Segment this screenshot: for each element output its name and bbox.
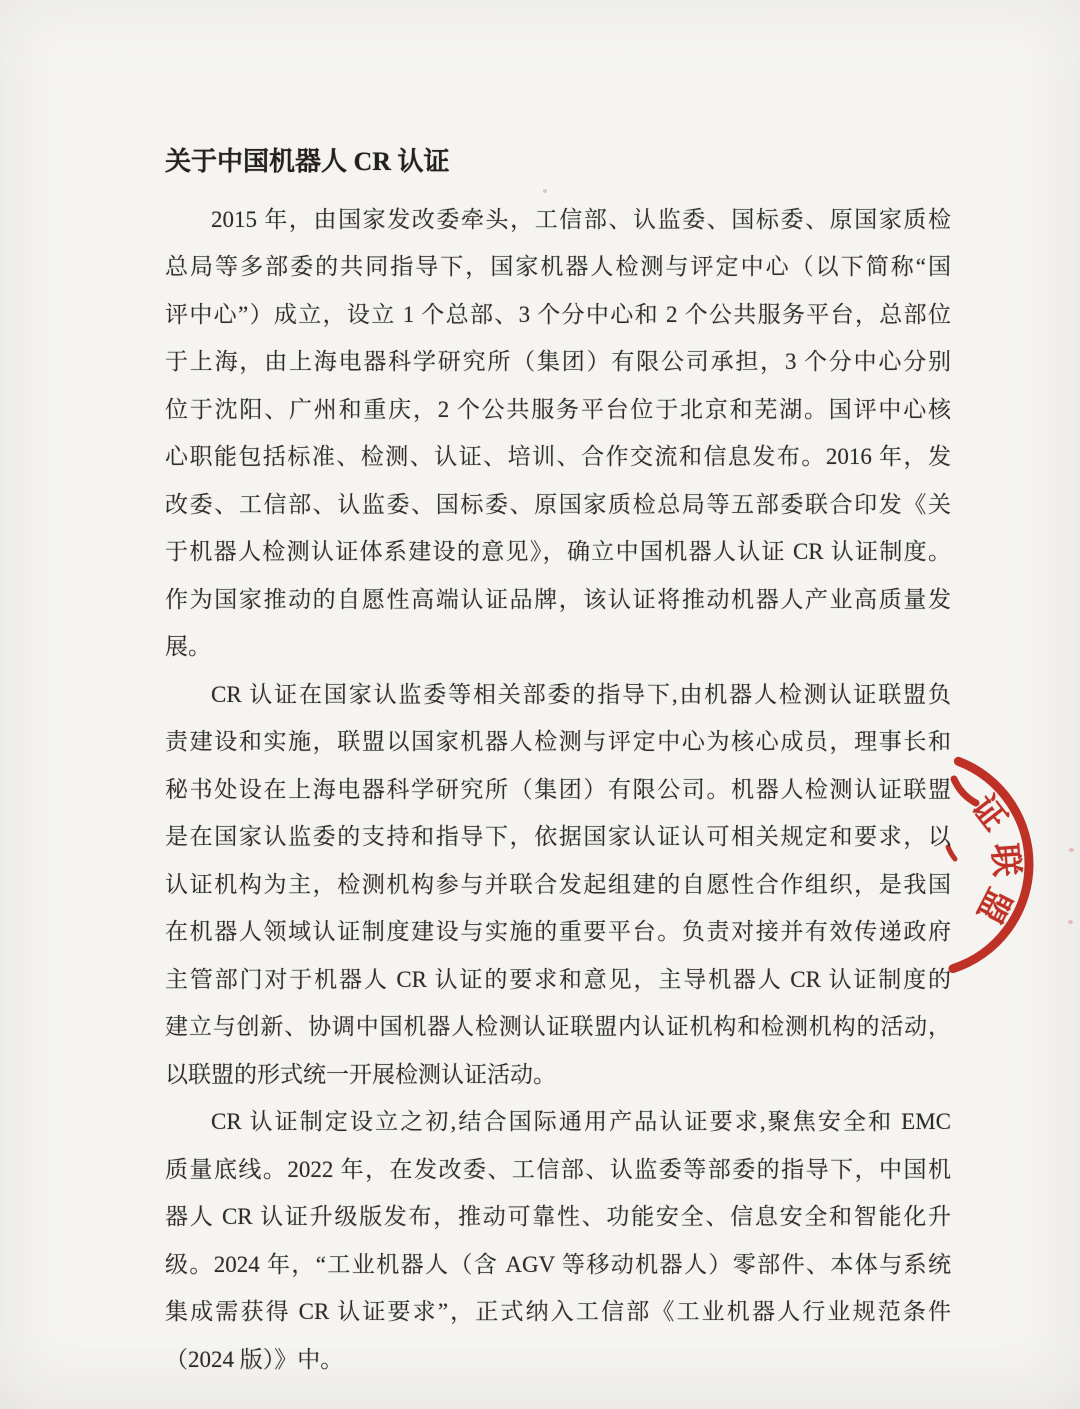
text-line: 心职能包括标准、检测、认证、培训、合作交流和信息发布。2016 年，发 [165, 444, 951, 469]
text-line: 展。 [165, 634, 211, 659]
text-line: 是在国家认监委的支持和指导下，依据国家认证认可相关规定和要求，以 [165, 824, 951, 849]
paragraph [165, 1098, 951, 1383]
scan-artifact [1069, 848, 1074, 852]
text-line: 集成需获得 CR 认证要求”，正式纳入工信部《工业机器人行业规范条件 [165, 1299, 951, 1324]
document-title: 关于中国机器人 CR 认证 [165, 147, 450, 176]
text-line: CR 认证在国家认监委等相关部委的指导下,由机器人检测认证联盟负 [211, 681, 951, 707]
document-body [165, 196, 951, 1384]
text-line: 于机器人检测认证体系建设的意见》，确立中国机器人认证 CR 认证制度。 [165, 539, 951, 564]
seal-character: 盟 [969, 882, 1017, 929]
scan-artifact [543, 189, 547, 193]
text-line: 于上海，由上海电器科学研究所（集团）有限公司承担，3 个分中心分别 [165, 349, 951, 374]
paragraph [165, 671, 951, 1099]
scan-artifact [1068, 920, 1073, 924]
paragraph [165, 196, 951, 671]
text-line: （2024 版）》中。 [165, 1346, 344, 1372]
text-line: 主管部门对于机器人 CR 认证的要求和意见，主导机器人 CR 认证制度的 [165, 966, 951, 992]
text-line: 器人 CR 认证升级版发布，推动可靠性、功能安全、信息安全和智能化升 [165, 1204, 951, 1229]
text-line: 秘书处设在上海电器科学研究所（集团）有限公司。机器人检测认证联盟 [165, 776, 951, 802]
text-line: CR 认证制定设立之初,结合国际通用产品认证要求,聚焦安全和 EMC [211, 1109, 951, 1134]
text-line: 认证机构为主，检测机构参与并联合发起组建的自愿性合作组织，是我国 [165, 871, 951, 897]
text-line: 评中心”）成立，设立 1 个总部、3 个分中心和 2 个公共服务平台，总部位 [165, 301, 951, 327]
text-line: 改委、工信部、认监委、国标委、原国家质检总局等五部委联合印发《关 [165, 491, 951, 517]
text-line: 作为国家推动的自愿性高端认证品牌，该认证将推动机器人产业高质量发 [165, 586, 951, 612]
seal-border-arc [953, 761, 1029, 968]
seal-character: 联 [985, 842, 1024, 878]
text-line: 以联盟的形式统一开展检测认证活动。 [165, 1061, 556, 1087]
document-content [165, 138, 951, 1383]
text-line: 在机器人领域认证制度建设与实施的重要平台。负责对接并有效传递政府 [165, 919, 951, 944]
text-line: 建立与创新、协调中国机器人检测认证联盟内认证机构和检测机构的活动， [165, 1014, 951, 1039]
text-line: 位于沈阳、广州和重庆，2 个公共服务平台位于北京和芜湖。国评中心核 [165, 396, 951, 422]
text-line: 责建设和实施，联盟以国家机器人检测与评定中心为核心成员，理事长和 [165, 729, 951, 754]
text-line: 2015 年，由国家发改委牵头，工信部、认监委、国标委、原国家质检 [211, 206, 951, 232]
text-line: 质量底线。2022 年，在发改委、工信部、认监委等部委的指导下，中国机 [165, 1156, 951, 1182]
seal-partial-character-stroke [954, 779, 976, 803]
seal-character: 证 [964, 789, 1013, 838]
text-line: 总局等多部委的共同指导下，国家机器人检测与评定中心（以下简称“国 [165, 254, 951, 279]
text-line: 级。2024 年，“工业机器人（含 AGV 等移动机器人）零部件、本体与系统 [165, 1251, 951, 1277]
